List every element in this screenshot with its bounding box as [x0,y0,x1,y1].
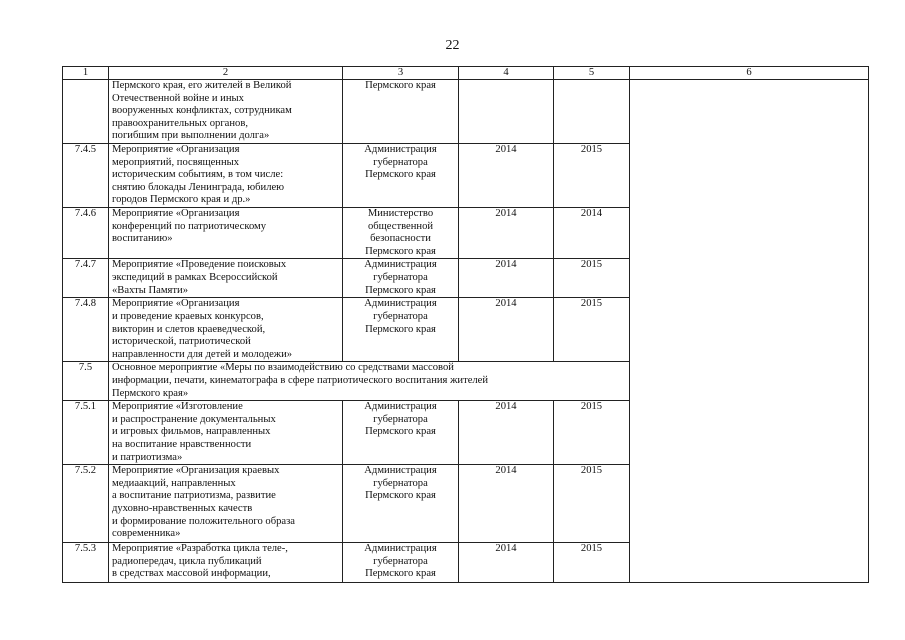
header-col-4: 4 [459,67,554,80]
header-col-5: 5 [554,67,630,80]
end-year: 2015 [554,144,630,208]
start-year: 2014 [459,144,554,208]
row-number: 7.5 [63,362,109,401]
row-number: 7.4.8 [63,298,109,362]
start-year: 2014 [459,259,554,298]
end-year: 2014 [554,208,630,259]
start-year: 2014 [459,208,554,259]
measure-name: Мероприятие «Организация мероприятий, посвященных историческим событиям, в том числе: снятию блокады Ленинграда, юбилею городов Пермского края и др.» [109,144,343,208]
header-col-1: 1 [63,67,109,80]
row-number: 7.5.2 [63,465,109,543]
end-year: 2015 [554,543,630,583]
start-year: 2014 [459,401,554,465]
column-6-empty [630,80,869,583]
measure-name: Мероприятие «Разработка цикла теле-, радиопередач, цикла публикаций в средствах массовой информации, [109,543,343,583]
end-year: 2015 [554,298,630,362]
measure-name: Мероприятие «Изготовление и распространение документальных и игровых фильмов, направленных на воспитание нравственности и патриотизма» [109,401,343,465]
executor: Администрация губернатора Пермского края [343,465,459,543]
row-number: 7.5.1 [63,401,109,465]
executor: Министерство общественной безопасности Пермского края [343,208,459,259]
measure-name: Мероприятие «Организация и проведение краевых конкурсов, викторин и слетов краеведческой, исторической, патриотической направленности для детей и молодежи» [109,298,343,362]
header-col-2: 2 [109,67,343,80]
executor: Администрация губернатора Пермского края [343,259,459,298]
measure-name: Мероприятие «Организация краевых медиаакций, направленных а воспитание патриотизма, развитие духовно-нравственных качеств и формирование положительного образа современника» [109,465,343,543]
end-year [554,80,630,144]
table-header-row [63,67,869,80]
row-number: 7.4.5 [63,144,109,208]
start-year: 2014 [459,465,554,543]
header-col-3: 3 [343,67,459,80]
measure-name: Пермского края, его жителей в Великой Отечественной войне и иных вооруженных конфликтах, сотрудникам правоохранительных органов, погибшим при выполнении долга» [109,80,343,144]
executor: Администрация губернатора Пермского края [343,543,459,583]
row-number: 7.4.7 [63,259,109,298]
table-row [63,80,869,144]
measures-table [62,66,869,583]
end-year: 2015 [554,465,630,543]
header-col-6: 6 [630,67,869,80]
start-year: 2014 [459,543,554,583]
end-year: 2015 [554,401,630,465]
main-measure-name: Основное мероприятие «Меры по взаимодействию со средствами массовой информации, печати, кинематографа в сфере патриотического воспитания жителей Пермского края» [109,362,630,401]
executor: Администрация губернатора Пермского края [343,298,459,362]
executor: Пермского края [343,80,459,144]
row-number: 7.4.6 [63,208,109,259]
measure-name: Мероприятие «Проведение поисковых экспедиций в рамках Всероссийской «Вахты Памяти» [109,259,343,298]
row-number: 7.5.3 [63,543,109,583]
start-year: 2014 [459,298,554,362]
start-year [459,80,554,144]
measure-name: Мероприятие «Организация конференций по патриотическому воспитанию» [109,208,343,259]
page-number: 22 [445,38,460,53]
executor: Администрация губернатора Пермского края [343,144,459,208]
row-number [63,80,109,144]
executor: Администрация губернатора Пермского края [343,401,459,465]
end-year: 2015 [554,259,630,298]
